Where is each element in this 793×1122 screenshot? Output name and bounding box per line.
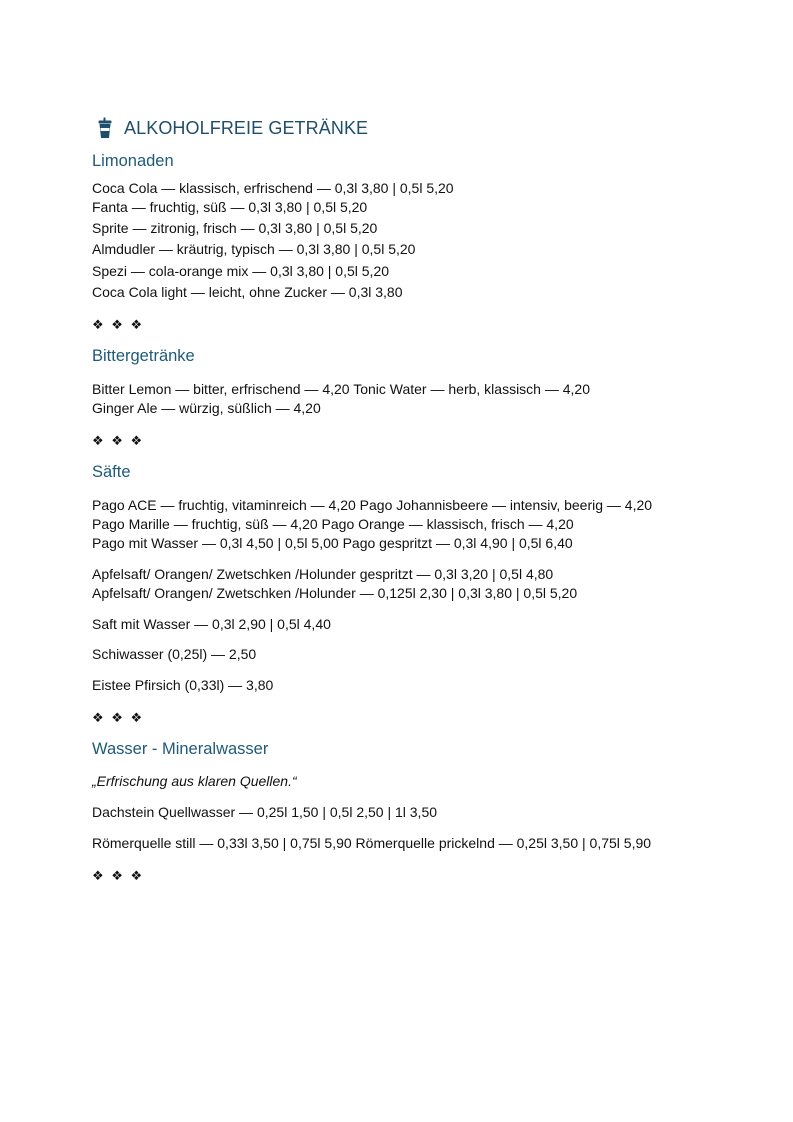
tagline: „Erfrischung aus klaren Quellen.“ — [92, 773, 297, 789]
menu-item: Coca Cola light — leicht, ohne Zucker — 0,3l 3,80 — [92, 284, 403, 300]
divider-ornament: ❖ ❖ ❖ — [92, 433, 145, 448]
page-title: ALKOHOLFREIE GETRÄNKE — [124, 117, 369, 138]
menu-item: Fanta — fruchtig, süß — 0,3l 3,80 | 0,5l 5,20 — [92, 199, 368, 215]
menu-item: Spezi — cola-orange mix — 0,3l 3,80 | 0,5l 5,20 — [92, 263, 390, 279]
heading-wasser: Wasser - Mineralwasser — [92, 740, 269, 758]
menu-item: Sprite — zitronig, frisch — 0,3l 3,80 | 0,5l 5,20 — [92, 220, 378, 236]
heading-limonaden: Limonaden — [92, 152, 174, 170]
menu-item: Apfelsaft/ Orangen/ Zwetschken /Holunder gespritzt — 0,3l 3,20 | 0,5l 4,80 — [92, 566, 554, 582]
menu-item: Dachstein Quellwasser — 0,25l 1,50 | 0,5l 2,50 | 1l 3,50 — [92, 804, 438, 820]
heading-saefte: Säfte — [92, 463, 131, 481]
menu-item: Pago mit Wasser — 0,3l 4,50 | 0,5l 5,00 Pago gespritzt — 0,3l 4,90 | 0,5l 6,40 — [92, 535, 573, 551]
menu-item: Pago Marille — fruchtig, süß — 4,20 Pago Orange — klassisch, frisch — 4,20 — [92, 516, 574, 532]
divider-ornament: ❖ ❖ ❖ — [92, 868, 145, 883]
drink-cup-icon — [96, 117, 114, 139]
heading-bittergetraenke: Bittergetränke — [92, 347, 195, 365]
menu-item: Apfelsaft/ Orangen/ Zwetschken /Holunder — 0,125l 2,30 | 0,3l 3,80 | 0,5l 5,20 — [92, 585, 578, 601]
menu-item: Ginger Ale — würzig, süßlich — 4,20 — [92, 400, 321, 416]
divider-ornament: ❖ ❖ ❖ — [92, 710, 145, 725]
section-title-row — [96, 116, 368, 140]
menu-item: Pago ACE — fruchtig, vitaminreich — 4,20 Pago Johannisbeere — intensiv, beerig — 4,20 — [92, 497, 653, 513]
menu-item: Bitter Lemon — bitter, erfrischend — 4,20 Tonic Water — herb, klassisch — 4,20 — [92, 381, 590, 397]
menu-item: Eistee Pfirsich (0,33l) — 3,80 — [92, 677, 274, 693]
menu-item: Römerquelle still — 0,33l 3,50 | 0,75l 5,90 Römerquelle prickelnd — 0,25l 3,50 | 0,75l 5,90 — [92, 835, 652, 851]
menu-item: Schiwasser (0,25l) — 2,50 — [92, 646, 257, 662]
menu-item: Saft mit Wasser — 0,3l 2,90 | 0,5l 4,40 — [92, 616, 331, 632]
menu-item: Almdudler — kräutrig, typisch — 0,3l 3,80 | 0,5l 5,20 — [92, 241, 416, 257]
divider-ornament: ❖ ❖ ❖ — [92, 317, 145, 332]
menu-item: Coca Cola — klassisch, erfrischend — 0,3l 3,80 | 0,5l 5,20 — [92, 180, 454, 196]
